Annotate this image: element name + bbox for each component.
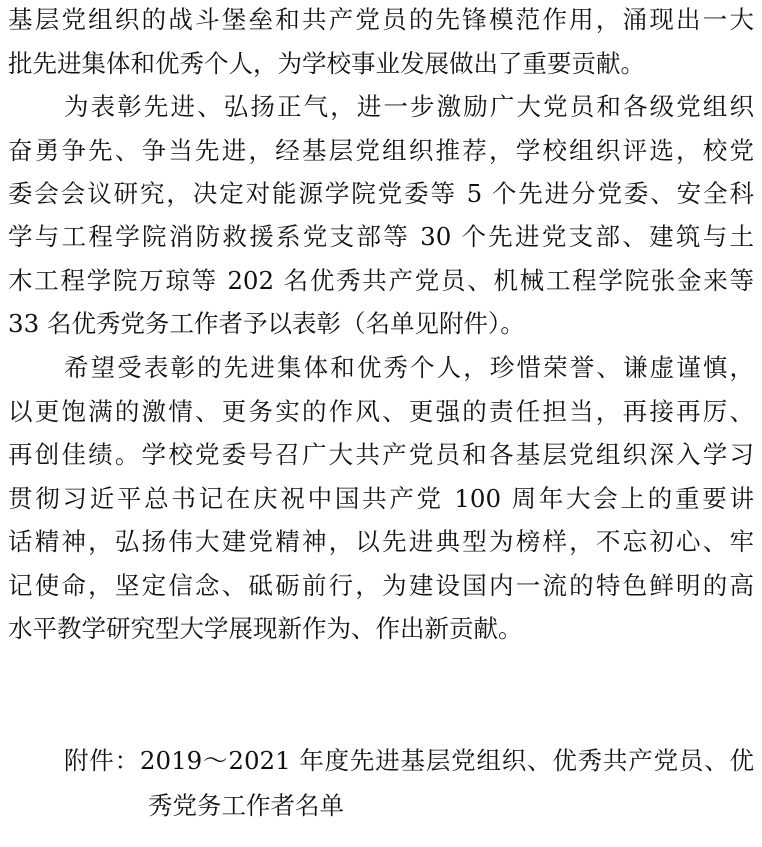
text-line: 以更饱满的激情、更务实的作风、更强的责任担当，再接再厉、 xyxy=(8,397,754,426)
attachment-line: 附件：2019～2021 年度先进基层党组织、优秀共产党员、优 xyxy=(64,746,754,775)
text-line: 话精神，弘扬伟大建党精神，以先进典型为榜样，不忘初心、牢 xyxy=(8,527,754,556)
text-line: 记使命，坚定信念、砥砺前行，为建设国内一流的特色鲜明的高 xyxy=(8,571,754,600)
text-line: 希望受表彰的先进集体和优秀个人，珍惜荣誉、谦虚谨慎， xyxy=(64,353,754,382)
text-line: 再创佳绩。学校党委号召广大共产党员和各基层党组织深入学习 xyxy=(8,440,754,469)
text-line: 批先进集体和优秀个人，为学校事业发展做出了重要贡献。 xyxy=(8,49,645,78)
text-line: 学与工程学院消防救援系党支部等 30 个先进党支部、建筑与土 xyxy=(8,222,754,251)
text-line: 水平教学研究型大学展现新作为、作出新贡献。 xyxy=(8,614,523,643)
text-line: 33 名优秀党务工作者予以表彰（名单见附件）。 xyxy=(8,309,525,338)
text-line: 为表彰先进、弘扬正气，进一步激励广大党员和各级党组织 xyxy=(64,92,754,121)
text-line: 贯彻习近平总书记在庆祝中国共产党 100 周年大会上的重要讲 xyxy=(8,484,754,513)
attachment-line: 秀党务工作者名单 xyxy=(148,791,344,820)
text-line: 奋勇争先、争当先进，经基层党组织推荐，学校组织评选，校党 xyxy=(8,136,754,165)
text-line: 基层党组织的战斗堡垒和共产党员的先锋模范作用，涌现出一大 xyxy=(8,5,754,34)
text-line: 木工程学院万琼等 202 名优秀共产党员、机械工程学院张金来等 xyxy=(8,266,754,295)
text-line: 委会会议研究，决定对能源学院党委等 5 个先进分党委、安全科 xyxy=(8,179,754,208)
